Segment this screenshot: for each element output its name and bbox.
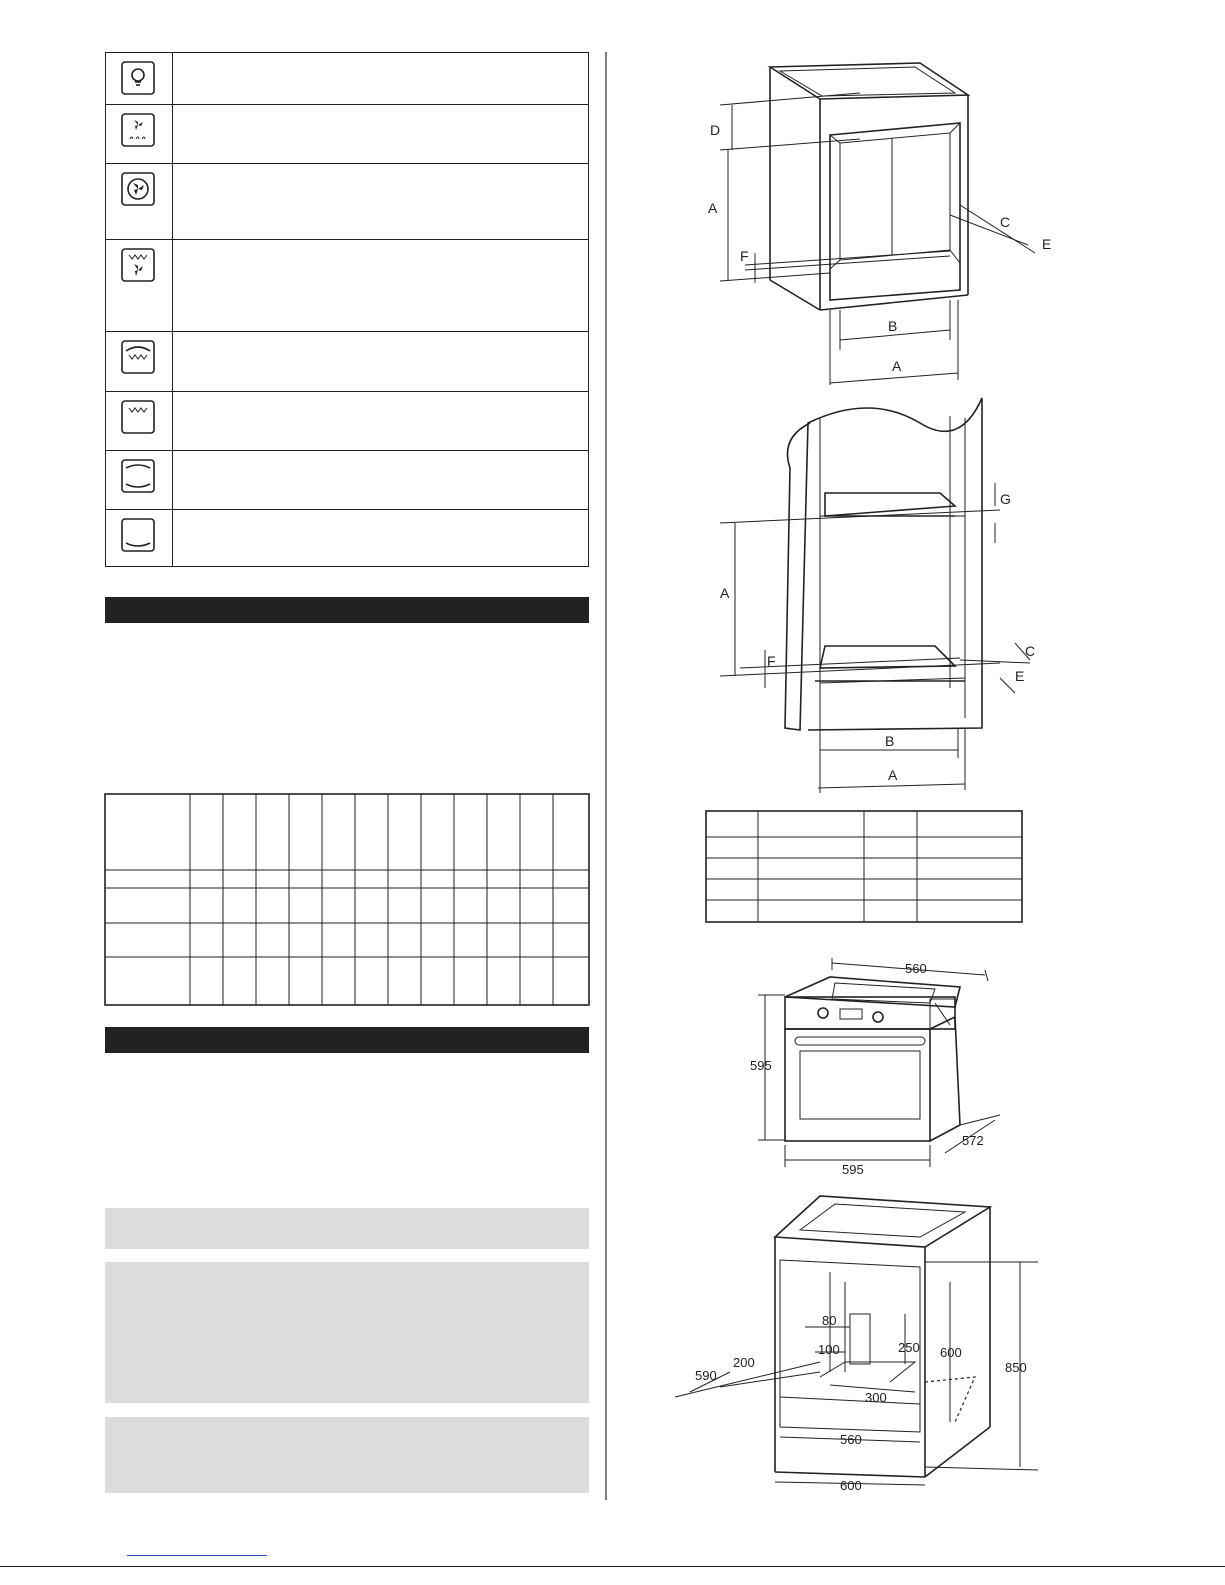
mode-row-bottom <box>106 509 588 566</box>
mode-row-fan-defrost <box>106 104 588 164</box>
dim-label-c: C <box>1000 214 1011 230</box>
cutout-200: 200 <box>733 1355 755 1370</box>
page-bottom-rule <box>0 1566 1225 1567</box>
dim-label-e: E <box>1042 236 1052 252</box>
mode-row-grill <box>106 391 588 451</box>
cutout-590: 590 <box>695 1368 717 1383</box>
mode-row-top-bottom <box>106 450 588 510</box>
info-box <box>105 1417 589 1493</box>
footer-link-underline[interactable] <box>127 1553 267 1556</box>
mode-row-fan <box>106 163 588 240</box>
note-box <box>105 1208 589 1249</box>
dim-label-e-2: E <box>1015 668 1025 684</box>
dim-label-f: F <box>740 248 749 264</box>
dim-label-a-vertical-2: A <box>720 585 730 601</box>
dim-label-b-2: B <box>885 733 895 749</box>
dim-label-c-2: C <box>1025 643 1036 659</box>
warning-box <box>105 1262 589 1403</box>
niche-diagram-tall-column <box>720 398 1060 798</box>
cutout-560: 560 <box>840 1432 862 1447</box>
cabinet-cutout-drawing <box>670 1192 1045 1497</box>
dim-label-d: D <box>710 122 721 138</box>
dim-label-f-2: F <box>767 653 776 669</box>
cutout-80: 80 <box>822 1313 837 1328</box>
oven-height: 595 <box>750 1058 772 1073</box>
top-bottom-heater-icon <box>121 459 155 493</box>
oven-width-top: 560 <box>905 961 927 976</box>
fan-bottom-heater-icon <box>121 248 155 282</box>
cutout-250: 250 <box>898 1340 920 1355</box>
mode-row-fan-bottom <box>106 239 588 332</box>
niche-diagram-under-counter <box>700 55 1060 385</box>
mode-row-lamp <box>106 53 588 104</box>
dim-label-a-vertical: A <box>708 200 718 216</box>
cutout-600-horizontal: 600 <box>840 1478 862 1493</box>
bottom-heater-icon <box>121 518 155 552</box>
dimension-table <box>705 810 1025 925</box>
oven-width-bottom: 595 <box>842 1162 864 1177</box>
grill-icon <box>121 400 155 434</box>
lamp-icon <box>121 61 155 95</box>
oven-depth: 572 <box>962 1133 984 1148</box>
cutout-600-vertical: 600 <box>940 1345 962 1360</box>
cutout-100: 100 <box>818 1342 840 1357</box>
dim-label-g: G <box>1000 491 1011 507</box>
cutout-300: 300 <box>865 1390 887 1405</box>
settings-grid-table <box>104 793 590 1007</box>
column-divider <box>604 52 608 1502</box>
section-header-bar <box>105 597 589 623</box>
grill-top-icon <box>121 340 155 374</box>
cutout-850: 850 <box>1005 1360 1027 1375</box>
fan-icon <box>121 172 155 206</box>
dim-label-a-horizontal: A <box>892 358 902 374</box>
dim-label-a-horizontal-2: A <box>888 767 898 783</box>
mode-icon-table <box>105 52 589 567</box>
fan-defrost-icon <box>121 113 155 147</box>
oven-dimension-drawing <box>750 955 1020 1180</box>
dim-label-b: B <box>888 318 898 334</box>
section-header-bar-2 <box>105 1027 589 1053</box>
mode-row-grill-top <box>106 331 588 392</box>
